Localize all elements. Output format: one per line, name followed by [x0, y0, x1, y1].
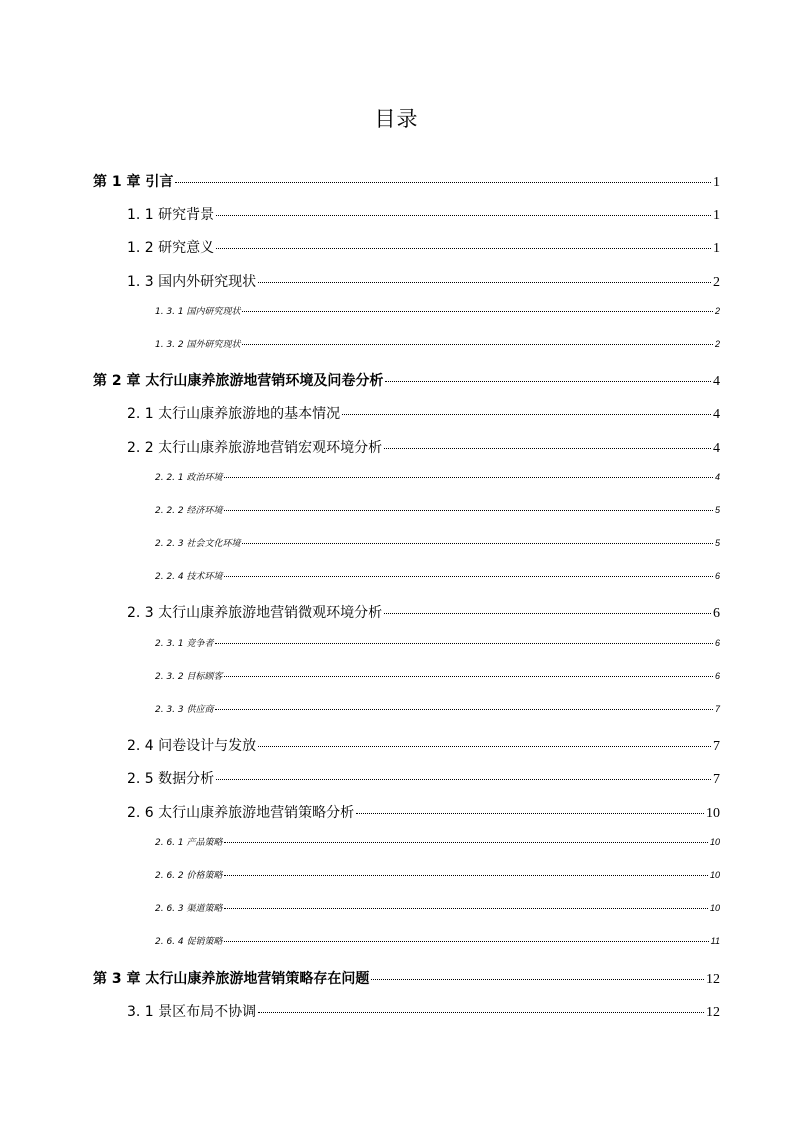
toc-entry-page-number: 7: [714, 704, 720, 714]
page-title: 目录: [374, 107, 419, 131]
dot-leader: [384, 448, 711, 449]
toc-entry-level-2[interactable]: [93, 228, 720, 261]
toc-entry-page-number: 10: [709, 836, 720, 847]
dot-leader: [258, 282, 711, 283]
toc-entry-level-3[interactable]: [93, 693, 720, 726]
toc-entry-level-2[interactable]: [93, 195, 720, 228]
dot-leader: [224, 477, 713, 478]
toc-entry-level-2[interactable]: [93, 726, 720, 759]
toc-entry-label: 2. 6. 2 价格策略: [155, 870, 223, 881]
toc-entry-page-number: 4: [713, 374, 720, 390]
dot-leader: [224, 842, 708, 843]
dot-leader: [224, 908, 708, 909]
toc-entry-label: 1. 3 国内外研究现状: [127, 273, 257, 290]
toc-entry-level-2[interactable]: [93, 759, 720, 792]
toc-entry-label: 1. 2 研究意义: [127, 240, 215, 257]
toc-entry-level-3[interactable]: [93, 560, 720, 593]
toc-entry-label: 第 3 章 太行山康养旅游地营销策略存在问题: [93, 970, 370, 987]
toc-entry-level-2[interactable]: [93, 262, 720, 295]
toc-entry-label: 2. 6. 1 产品策略: [155, 837, 223, 848]
toc-entry-label: 2. 4 问卷设计与发放: [127, 738, 257, 755]
toc-entry-page-number: 6: [713, 606, 720, 622]
toc-entry-level-3[interactable]: [93, 859, 720, 892]
toc-entry-page-number: 4: [713, 407, 720, 423]
dot-leader: [224, 941, 708, 942]
toc-entry-level-1[interactable]: [93, 162, 720, 195]
toc-entry-page-number: 6: [714, 637, 720, 648]
toc-entry-page-number: 10: [706, 805, 720, 821]
dot-leader: [216, 215, 711, 216]
dot-leader: [356, 813, 704, 814]
toc-entry-label: 2. 3. 3 供应商: [155, 705, 214, 715]
table-of-contents: [93, 162, 720, 1025]
dot-leader: [224, 875, 708, 876]
toc-entry-page-number: 5: [714, 504, 720, 515]
toc-entry-level-3[interactable]: [93, 494, 720, 527]
toc-entry-level-3[interactable]: [93, 295, 720, 328]
toc-entry-label: 2. 6. 3 渠道策略: [155, 904, 223, 915]
dot-leader: [216, 779, 711, 780]
toc-entry-page-number: 7: [713, 772, 720, 788]
toc-entry-level-3[interactable]: [93, 627, 720, 660]
toc-entry-page-number: 1: [713, 241, 720, 257]
toc-entry-page-number: 10: [709, 869, 720, 880]
toc-entry-level-1[interactable]: [93, 361, 720, 394]
dot-leader: [215, 709, 713, 710]
toc-entry-page-number: 12: [706, 971, 720, 987]
toc-entry-page-number: 4: [713, 440, 720, 456]
toc-entry-label: 第 1 章 引言: [93, 174, 174, 190]
toc-entry-page-number: 1: [713, 175, 720, 190]
dot-leader: [258, 1012, 704, 1013]
dot-leader: [224, 510, 713, 511]
toc-entry-label: 2. 2. 4 技术环境: [155, 572, 223, 583]
toc-entry-page-number: 4: [714, 471, 720, 482]
dot-leader: [242, 311, 713, 312]
toc-entry-label: 2. 6. 4 促销策略: [155, 937, 223, 948]
toc-entry-page-number: 5: [714, 538, 720, 549]
toc-entry-label: 第 2 章 太行山康养旅游地营销环境及问卷分析: [93, 373, 384, 390]
toc-entry-level-2[interactable]: [93, 394, 720, 427]
toc-entry-label: 2. 2. 3 社会文化环境: [155, 539, 241, 550]
toc-entry-label: 3. 1 景区布局不协调: [127, 1003, 257, 1020]
toc-entry-level-1[interactable]: [93, 959, 720, 992]
toc-entry-level-2[interactable]: [93, 992, 720, 1025]
dot-leader: [242, 344, 713, 345]
dot-leader: [384, 613, 711, 614]
toc-entry-level-2[interactable]: [93, 428, 720, 461]
toc-entry-page-number: 1: [713, 208, 720, 224]
dot-leader: [215, 643, 713, 644]
toc-entry-level-3[interactable]: [93, 826, 720, 859]
toc-entry-label: 2. 3. 2 目标顾客: [155, 671, 223, 682]
toc-entry-page-number: 12: [706, 1004, 720, 1020]
dot-leader: [175, 182, 711, 183]
toc-entry-page-number: 2: [714, 338, 720, 349]
toc-entry-page-number: 2: [713, 274, 720, 290]
toc-entry-level-3[interactable]: [93, 925, 720, 958]
toc-entry-level-3[interactable]: [93, 660, 720, 693]
toc-entry-page-number: 2: [714, 305, 720, 316]
dot-leader: [224, 676, 713, 677]
toc-entry-label: 1. 1 研究背景: [127, 207, 215, 224]
toc-entry-page-number: 6: [714, 571, 720, 582]
toc-entry-page-number: 10: [709, 903, 720, 914]
toc-entry-label: 2. 3 太行山康养旅游地营销微观环境分析: [127, 605, 383, 622]
dot-leader: [216, 248, 711, 249]
toc-entry-level-3[interactable]: [93, 328, 720, 361]
toc-entry-page-number: 6: [714, 670, 720, 681]
toc-entry-label: 1. 3. 2 国外研究现状: [155, 339, 241, 350]
dot-leader: [258, 746, 711, 747]
dot-leader: [242, 543, 713, 544]
toc-entry-label: 2. 2 太行山康养旅游地营销宏观环境分析: [127, 439, 383, 456]
toc-entry-label: 2. 3. 1 竞争者: [155, 638, 214, 649]
toc-entry-level-2[interactable]: [93, 793, 720, 826]
toc-entry-label: 2. 2. 2 经济环境: [155, 505, 223, 516]
toc-entry-label: 2. 2. 1 政治环境: [155, 472, 223, 483]
toc-entry-label: 2. 5 数据分析: [127, 771, 215, 788]
dot-leader: [371, 979, 704, 980]
toc-entry-page-number: 11: [710, 936, 720, 947]
toc-entry-level-3[interactable]: [93, 527, 720, 560]
toc-entry-label: 2. 6 太行山康养旅游地营销策略分析: [127, 804, 355, 821]
toc-entry-page-number: 7: [713, 739, 720, 755]
toc-entry-level-3[interactable]: [93, 892, 720, 925]
toc-entry-level-2[interactable]: [93, 593, 720, 626]
toc-entry-level-3[interactable]: [93, 461, 720, 494]
dot-leader: [342, 414, 711, 415]
dot-leader: [385, 381, 711, 382]
toc-entry-label: 2. 1 太行山康养旅游地的基本情况: [127, 406, 341, 423]
toc-entry-label: 1. 3. 1 国内研究现状: [155, 306, 241, 317]
dot-leader: [224, 576, 713, 577]
